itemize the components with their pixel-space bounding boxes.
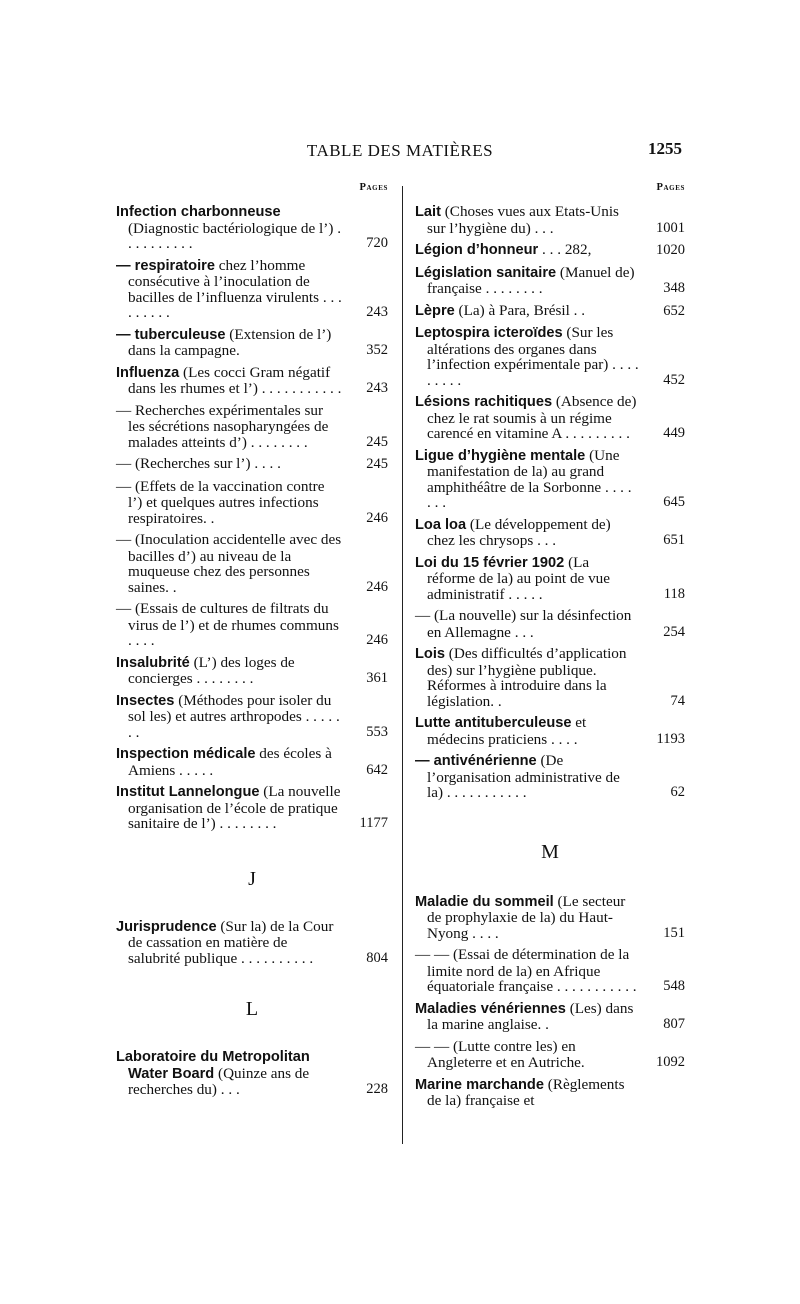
entry-text: (Choses vues aux Etats-Unis sur l’hygiène du) — [427, 203, 619, 237]
index-entry — [116, 655, 388, 687]
entry-leader-dots: . . . . . . . . — [196, 670, 254, 687]
section-letter: M — [541, 840, 559, 863]
entry-text: — (Essais de cultures de filtrats du virus de l’) et de rhumes communs — [116, 600, 339, 634]
entry-page-number: 645 — [663, 494, 685, 510]
entry-leader-dots: . . . — [220, 1081, 240, 1098]
index-entry — [415, 947, 685, 995]
entry-page-number: 254 — [663, 623, 685, 640]
entry-heading: Laboratoire du Metropolitan Water Board — [116, 1049, 310, 1082]
entry-leader-dots: . — [172, 578, 177, 596]
entry-heading: Leptospira icteroïdes — [415, 325, 563, 341]
entry-page-number: 1177 — [359, 815, 388, 831]
entry-heading: Influenza — [116, 364, 180, 381]
index-entry — [116, 784, 388, 832]
entry-text: (Méthodes pour isoler du sol les) et autres arthropodes — [128, 691, 332, 725]
entry-leader-dots: . . . . . . . . . . . — [261, 380, 342, 397]
entry-page-number: 246 — [366, 632, 388, 648]
entry-leader-dots: . . . . — [128, 632, 155, 649]
entry-text: (Règlements de la) française et — [427, 1075, 625, 1109]
entry-page-number: 151 — [663, 924, 685, 941]
entry-heading: Institut Lannelongue — [116, 784, 260, 800]
entry-leader-dots: . . . . . . . — [128, 708, 340, 741]
entry-heading: Insectes — [116, 692, 175, 709]
entry-leader-dots: . . . . — [254, 455, 281, 472]
entry-page-number: 553 — [366, 723, 388, 740]
index-entry — [415, 608, 685, 640]
entry-text: (Extension de l’) dans la campagne. — [128, 325, 332, 359]
entry-text: chez l’homme consécutive à l’inoculation de bacilles de l’influenza virulents — [128, 256, 320, 306]
entry-text: (Le développement de) chez les chrysops — [427, 515, 611, 549]
index-entry — [415, 1001, 685, 1033]
entry-page-number: 348 — [663, 280, 685, 296]
entry-text: (Les) dans la marine anglaise. — [427, 999, 634, 1033]
entry-heading: Législation sanitaire — [415, 264, 557, 281]
index-entry — [415, 555, 685, 603]
entry-text: (Une manifestation de la) au grand amphithéâtre de la Sorbonne — [427, 446, 620, 496]
index-entry — [116, 601, 388, 649]
entry-heading: — respiratoire — [116, 257, 215, 274]
index-entry — [116, 327, 388, 359]
entry-text: (Diagnostic bactériologique de l’) — [128, 219, 334, 237]
entry-page-number: 352 — [366, 342, 388, 358]
entry-heading: Jurisprudence — [116, 918, 217, 935]
entry-leader-dots: . . — [573, 301, 586, 319]
entry-leader-dots: . . . — [514, 623, 534, 641]
entry-leader-dots: . . . . . — [508, 585, 543, 603]
index-entry — [415, 646, 685, 709]
entry-page-number: 1001 — [656, 219, 685, 236]
entry-heading: — antivénérienne — [415, 753, 537, 769]
entry-text: — — (Essai de détermination de la limite nord de la) en Afrique équatoriale française — [415, 946, 630, 995]
entry-page-number: 1193 — [656, 730, 685, 747]
entry-page-number: 651 — [663, 532, 685, 548]
entry-text: (La nouvelle organisation de l’école de pratique sanitaire de l’) — [128, 783, 341, 832]
entry-leader-dots: . . . . . . . . — [485, 280, 543, 297]
entry-heading: Infection charbonneuse — [116, 204, 281, 220]
entry-page-number: 548 — [663, 978, 685, 994]
index-entry — [415, 265, 685, 297]
entry-heading: Insalubrité — [116, 654, 190, 671]
entry-text: (Sur la) de la Cour de cassation en matière de salubrité publique — [128, 917, 334, 967]
index-entry — [116, 365, 388, 397]
entry-text: (L’) des loges de concierges — [128, 653, 295, 687]
entry-leader-dots: . . . . . . . . . . . — [556, 978, 637, 995]
entry-heading: Marine marchande — [415, 1076, 544, 1093]
pages-label: Pages — [359, 182, 388, 193]
entry-leader-dots: . . . . . . . . . . — [128, 219, 341, 252]
index-entry — [116, 746, 388, 778]
entry-leader-dots: . . . . — [472, 924, 499, 942]
entry-leader-dots: . . . . . . . . — [219, 815, 277, 832]
entry-page-number: 118 — [663, 585, 685, 602]
entry-text: — (Recherches sur l’) — [116, 455, 251, 472]
index-entry — [415, 448, 685, 511]
entry-leader-dots: . . . 282, — [542, 241, 592, 258]
index-entry — [415, 325, 685, 388]
index-entry — [415, 715, 685, 747]
index-entry — [116, 919, 388, 967]
entry-heading: Lois — [415, 646, 445, 662]
index-entry — [116, 532, 388, 595]
index-entry — [415, 894, 685, 942]
entry-text: (Des difficultés d’application des) sur l’hygiène publique. Réformes à introduire dans la législation. — [427, 645, 627, 710]
entry-page-number: 361 — [366, 670, 388, 686]
entry-heading: Maladies vénériennes — [415, 1000, 566, 1017]
entry-text: et médecins praticiens — [427, 714, 587, 748]
entry-text: — (La nouvelle) sur la désinfection en Allemagne — [415, 607, 632, 641]
section-letter: J — [248, 867, 256, 890]
entry-page-number: 452 — [663, 371, 685, 388]
column-divider — [402, 186, 403, 1144]
index-entry — [415, 303, 685, 320]
entry-text: (De l’organisation administrative de la) — [427, 752, 620, 801]
index-entry — [116, 479, 388, 527]
index-entry — [415, 1077, 685, 1109]
index-entry — [415, 1039, 685, 1071]
index-entry — [116, 403, 388, 451]
entry-page-number: 807 — [663, 1016, 685, 1032]
entry-text: — Recherches expérimentales sur les sécrétions nasopharyngées de malades atteints d’) — [116, 401, 329, 451]
page-number: 1255 — [648, 139, 682, 158]
entry-text: des écoles à Amiens — [128, 745, 332, 779]
entry-heading: Lèpre — [415, 302, 455, 319]
entry-heading: Lésions rachitiques — [415, 394, 553, 410]
entry-leader-dots: . — [497, 692, 502, 710]
index-entry — [415, 204, 685, 236]
index-entry — [116, 456, 388, 473]
entry-text: — (Effets de la vaccination contre l’) et quelques autres infections respiratoires. — [116, 477, 325, 527]
entry-page-number: 243 — [366, 304, 388, 320]
entry-page-number: 228 — [366, 1081, 388, 1097]
entry-leader-dots: . . . . . . . . . — [128, 288, 342, 321]
entry-heading: Inspection médicale — [116, 746, 256, 762]
index-entry — [116, 693, 388, 741]
right-column — [415, 182, 685, 1115]
index-entry — [415, 242, 685, 259]
index-entry — [116, 204, 388, 252]
entry-heading: Lutte antituberculeuse — [415, 715, 572, 731]
entries-group — [116, 1049, 388, 1098]
entry-page-number: 246 — [366, 509, 388, 526]
entry-text: — (Inoculation accidentelle avec des bacilles d’) au niveau de la muqueuse chez des personnes saines. — [116, 531, 342, 596]
section-letter: L — [245, 998, 259, 1020]
index-entry — [415, 394, 685, 442]
entry-page-number: 74 — [670, 692, 685, 709]
entry-heading: Lait — [415, 204, 441, 220]
page-title: TABLE DES MATIÈRES — [306, 141, 494, 160]
entry-leader-dots: . . . . — [550, 730, 578, 748]
entry-leader-dots: . . . . . — [179, 761, 214, 779]
entry-leader-dots: . — [545, 1016, 549, 1033]
entry-leader-dots: . . . — [537, 532, 557, 549]
entry-page-number: 246 — [366, 578, 388, 595]
entry-heading: Loi du 15 février 1902 — [415, 554, 565, 571]
entry-leader-dots: . . . . . . . — [427, 478, 632, 511]
entry-page-number: 449 — [663, 425, 685, 441]
entry-text: (La réforme de la) au point de vue administratif — [427, 553, 611, 603]
entry-text: (Le secteur de prophylaxie de la) du Haut-Nyong — [427, 892, 626, 942]
entry-text: — — (Lutte contre les) en Angleterre et en Autriche. — [415, 1037, 585, 1071]
entry-page-number: 804 — [366, 949, 388, 966]
index-entry — [415, 517, 685, 549]
entry-page-number: 720 — [366, 235, 388, 251]
entry-heading: Maladie du sommeil — [415, 893, 554, 910]
entry-page-number: 245 — [366, 433, 388, 450]
entry-text: (Absence de) chez le rat soumis à un régime carencé en vitamine A — [427, 393, 637, 442]
entry-text: (Les cocci Gram négatif dans les rhumes et l’) — [128, 363, 331, 397]
entry-page-number: 243 — [366, 380, 388, 396]
entry-page-number: 1020 — [656, 242, 685, 258]
entry-heading: Ligue d’hygiène mentale — [415, 447, 586, 464]
entries-group — [415, 204, 685, 801]
left-column — [116, 182, 388, 1104]
entry-heading: Loa loa — [415, 516, 467, 533]
entry-text: (Quinze ans de recherches du) — [128, 1064, 310, 1098]
entry-page-number: 245 — [366, 456, 388, 472]
entries-group — [415, 894, 685, 1109]
entry-text: (La) à Para, Brésil — [454, 301, 570, 319]
entry-leader-dots: . . . . . . . . . — [565, 425, 630, 442]
entry-leader-dots: . — [210, 509, 215, 527]
entry-leader-dots: . . . . . . . . . — [427, 356, 639, 389]
index-entry — [415, 753, 685, 801]
pages-label: Pages — [656, 182, 685, 193]
entry-page-number: 642 — [366, 761, 388, 778]
entry-text: (Sur les altérations des organes dans l’infection expérimentale par) — [427, 324, 614, 373]
entries-group — [116, 204, 388, 832]
index-entry — [116, 1049, 388, 1098]
entry-page-number: 1092 — [656, 1054, 685, 1070]
index-entry — [116, 258, 388, 321]
entry-leader-dots: . . . . . . . . . . . — [446, 784, 527, 801]
entry-heading: Légion d’honneur — [415, 242, 539, 258]
entry-heading: — tuberculeuse — [116, 326, 226, 343]
entry-leader-dots: . . . . . . . . . . — [241, 949, 314, 967]
entry-text: (Manuel de) française — [427, 263, 635, 297]
entry-leader-dots: . . . — [534, 219, 554, 237]
entry-page-number: 62 — [670, 784, 685, 800]
entry-leader-dots: . . . . . . . . — [250, 433, 308, 451]
entry-page-number: 652 — [663, 302, 685, 319]
entries-group — [116, 919, 388, 967]
